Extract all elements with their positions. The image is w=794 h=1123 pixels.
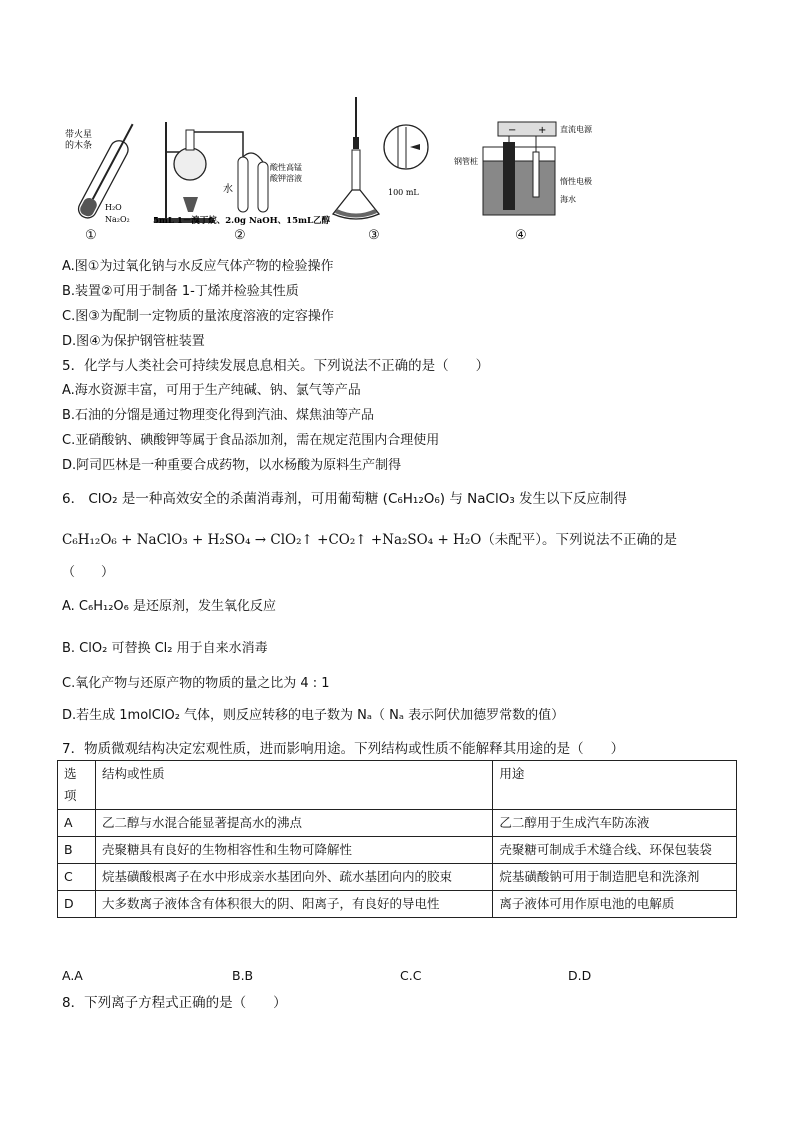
q6-option-d: D.若生成 1molClO₂ 气体，则反应转移的电子数为 Nₐ（ Nₐ 表示阿伏加德罗常数的值） (62, 708, 565, 723)
table-row (58, 837, 737, 864)
svg-text:5mL 1－溴丁烷、2.0g NaOH、15mL乙醇: 5mL 1－溴丁烷、2.0g NaOH、15mL乙醇 (153, 216, 330, 226)
table-header-cell: 结构或性质 (95, 761, 492, 810)
q4-option-a: A.图①为过氧化钠与水反应气体产物的检验操作 (62, 259, 334, 274)
table-cell: B (58, 837, 96, 864)
svg-text:海水: 海水 (560, 195, 576, 204)
table-cell: D (58, 891, 96, 918)
q7-answer-c: C.C (400, 968, 422, 983)
q7-stem: 7．物质微观结构决定宏观性质，进而影响用途。下列结构或性质不能解释其用途的是（ ） (62, 741, 625, 757)
q6-equation: C₆H₁₂O₆ + NaClO₃ + H₂SO₄ → ClO₂↑ +CO₂↑ +Na₂SO₄ + H₂O（未配平）。下列说法不正确的是 (62, 532, 678, 548)
table-cell: C (58, 864, 96, 891)
figure-label-1: ① (85, 228, 97, 243)
table-header-row (58, 761, 737, 810)
svg-text:带火星: 带火星 (65, 130, 93, 140)
figure-label-4: ④ (515, 228, 527, 243)
svg-text:直流电源: 直流电源 (560, 125, 592, 134)
table-cell: 烷基磺酸钠可用于制造肥皂和洗涤剂 (493, 864, 737, 891)
q7-table (57, 760, 737, 918)
table-cell: 大多数离子液体含有体积很大的阴、阳离子，有良好的导电性 (95, 891, 492, 918)
figure-4-pile-protection (454, 122, 593, 215)
q4-option-d: D.图④为保护钢管桩装置 (62, 334, 205, 349)
table-cell: A (58, 810, 96, 837)
q4-option-c: C.图③为配制一定物质的量浓度溶液的定容操作 (62, 309, 334, 324)
table-cell: 乙二醇与水混合能显著提高水的沸点 (95, 810, 492, 837)
table-row (58, 891, 737, 918)
q6-stem: 6． ClO₂ 是一种高效安全的杀菌消毒剂，可用葡萄糖 (C₆H₁₂O₆) 与 NaClO₃ 发生以下反应制得 (62, 491, 628, 507)
svg-text:惰性电极: 惰性电极 (560, 177, 592, 186)
apparatus-figures (58, 92, 618, 252)
table-header-cell: 选项 (58, 761, 96, 810)
table-header-cell: 用途 (493, 761, 737, 810)
table-row (58, 810, 737, 837)
figure-label-3: ③ (368, 228, 380, 243)
svg-text:酸钾溶液: 酸钾溶液 (270, 174, 302, 183)
figure-1-test-tube (65, 120, 141, 224)
svg-text:100 mL: 100 mL (388, 188, 419, 197)
q6-option-c: C.氧化产物与还原产物的物质的量之比为 4 : 1 (62, 676, 330, 691)
figure-label-2: ② (234, 228, 246, 243)
svg-text:+: + (538, 125, 547, 136)
q5-stem: 5．化学与人类社会可持续发展息息相关。下列说法不正确的是（ ） (62, 358, 490, 374)
q7-answer-d: D.D (568, 968, 592, 983)
q6-option-b: B. ClO₂ 可替换 Cl₂ 用于自来水消毒 (62, 641, 268, 656)
q5-option-c: C.亚硝酸钠、碘酸钾等属于食品添加剂，需在规定范围内合理使用 (62, 433, 440, 448)
figure-2-apparatus (153, 122, 330, 226)
table-cell: 壳聚糖具有良好的生物相容性和生物可降解性 (95, 837, 492, 864)
svg-text:酸性高锰: 酸性高锰 (270, 163, 302, 172)
q7-answer-b: B.B (232, 968, 254, 983)
q7-answer-a: A.A (62, 968, 83, 983)
q6-answer-paren: （ ） (62, 565, 115, 580)
svg-text:水: 水 (223, 184, 233, 195)
svg-text:Na₂O₂: Na₂O₂ (105, 215, 130, 224)
figure-3-volumetric-flask (333, 97, 428, 219)
q5-option-d: D.阿司匹林是一种重要合成药物，以水杨酸为原料生产制得 (62, 458, 402, 473)
q5-option-b: B.石油的分馏是通过物理变化得到汽油、煤焦油等产品 (62, 408, 375, 423)
table-cell: 烷基磺酸根离子在水中形成亲水基团向外、疏水基团向内的胶束 (95, 864, 492, 891)
table-cell: 离子液体可用作原电池的电解质 (493, 891, 737, 918)
table-cell: 壳聚糖可制成手术缝合线、环保包装袋 (493, 837, 737, 864)
table-row (58, 864, 737, 891)
q5-option-a: A.海水资源丰富，可用于生产纯碱、钠、氯气等产品 (62, 383, 361, 398)
table-cell: 乙二醇用于生成汽车防冻液 (493, 810, 737, 837)
q4-option-b: B.装置②可用于制备 1-丁烯并检验其性质 (62, 284, 299, 299)
q6-option-a: A. C₆H₁₂O₆ 是还原剂，发生氧化反应 (62, 599, 276, 614)
svg-text:H₂O: H₂O (105, 203, 122, 212)
q8-stem: 8．下列离子方程式正确的是（ ） (62, 995, 287, 1011)
svg-text:−: − (508, 125, 517, 136)
svg-text:钢管桩: 钢管桩 (454, 157, 478, 166)
svg-text:的木条: 的木条 (65, 141, 93, 151)
